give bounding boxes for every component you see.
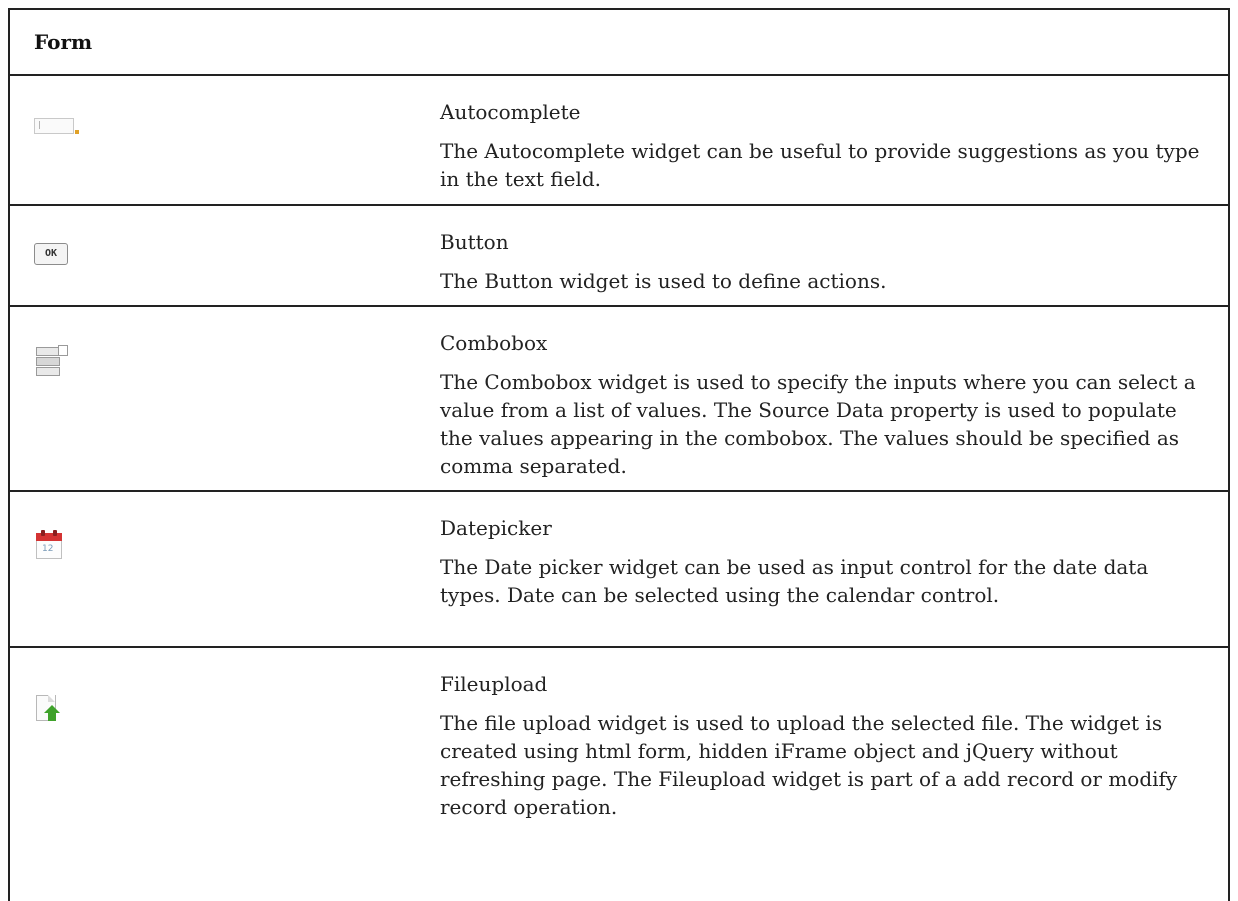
table-row <box>10 76 1228 206</box>
widget-name: Datepicker <box>440 516 552 540</box>
file-upload-icon <box>34 694 64 726</box>
combobox-icon <box>34 345 68 379</box>
icon-cell <box>10 307 417 490</box>
widget-name: Combobox <box>440 331 548 355</box>
table-row <box>10 206 1228 307</box>
text-cell <box>417 648 1228 901</box>
widget-description: The Date picker widget can be used as input control for the date data types. Date can be selected using the calendar control. <box>440 555 1149 607</box>
icon-cell <box>10 76 417 204</box>
text-cell <box>417 492 1228 646</box>
text-cell <box>417 307 1228 490</box>
widget-name: Fileupload <box>440 672 548 696</box>
table-header <box>10 10 1228 76</box>
table-row <box>10 492 1228 648</box>
table-row <box>10 648 1228 901</box>
widget-description: The Combobox widget is used to specify the inputs where you can select a value from a list of values. The Source Data property is used to populate the values appearing in the combobox. The values should be specified as comma separated. <box>440 370 1196 478</box>
widget-description: The file upload widget is used to upload the selected file. The widget is created using html form, hidden iFrame object and jQuery without refreshing page. The Fileupload widget is part of a add record or modify record operation. <box>440 711 1178 819</box>
text-cell <box>417 206 1228 305</box>
widget-name: Button <box>440 230 509 254</box>
button-icon <box>34 243 70 267</box>
calendar-icon <box>34 529 64 561</box>
table-row <box>10 307 1228 492</box>
icon-cell <box>10 206 417 305</box>
widget-name: Autocomplete <box>440 100 581 124</box>
button-icon-label: OK <box>34 243 68 265</box>
icon-cell <box>10 648 417 901</box>
autocomplete-icon <box>34 116 80 136</box>
widget-description: The Autocomplete widget can be useful to provide suggestions as you type in the text field. <box>440 139 1200 191</box>
calendar-icon-day: 12 <box>42 544 54 554</box>
widget-description: The Button widget is used to define actions. <box>440 269 887 293</box>
table-header-title: Form <box>34 30 93 54</box>
text-cell <box>417 76 1228 204</box>
widget-table <box>8 8 1230 901</box>
icon-cell <box>10 492 417 646</box>
